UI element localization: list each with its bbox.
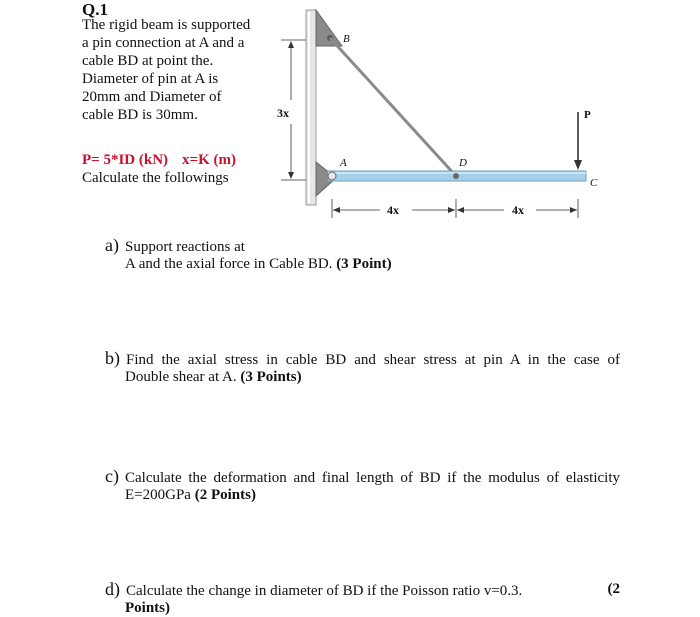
part-b-line2: Double shear at A. (125, 369, 237, 385)
intro-line: a pin connection at A and a (82, 35, 245, 51)
part-b-points: (3 Points) (240, 369, 302, 385)
part-a-letter: a) (105, 235, 119, 255)
dim-arrow (333, 207, 340, 213)
part-b (105, 350, 620, 386)
question-number: Q.1 (82, 0, 108, 19)
dim-arrow (570, 207, 577, 213)
part-d-letter: d) (105, 579, 120, 599)
part-a-points: (3 Point) (336, 256, 392, 272)
x-definition: x=K (m) (182, 152, 236, 168)
part-c-points: (2 Points) (194, 487, 256, 503)
dim-right-label: 4x (512, 203, 524, 217)
dim-height-label: 3x (277, 106, 289, 120)
dim-left-label: 4x (387, 203, 399, 217)
part-c-letter: c) (105, 466, 119, 486)
intro-line: Diameter of pin at A is (82, 71, 219, 87)
intro-line: cable BD is 30mm. (82, 107, 198, 123)
part-b-line1: Find the axial stress in cable BD and shear stress at pin A in the case of (126, 352, 620, 368)
wall (306, 10, 316, 205)
label-a: A (340, 157, 347, 169)
dim-arrow (448, 207, 455, 213)
load-arrowhead (574, 160, 582, 170)
part-d-points-end: Points) (125, 600, 170, 616)
part-c (105, 468, 620, 504)
pin-a (328, 172, 336, 180)
dim-arrow (288, 41, 294, 48)
label-c: C (590, 177, 598, 189)
problem-statement (82, 16, 272, 124)
parameter-definitions (82, 151, 236, 169)
part-a-line1: Support reactions at (124, 239, 245, 255)
part-a (105, 237, 625, 273)
dim-arrow (457, 207, 464, 213)
part-d-line1: Calculate the change in diameter of BD if the Poisson ratio v=0.3. (126, 583, 523, 599)
intro-line: The rigid beam is supported (82, 17, 251, 33)
pin-d (453, 173, 459, 179)
part-c-line2: E=200GPa (125, 487, 191, 503)
part-d-points-start: (2 (607, 581, 620, 597)
given-parameters (82, 151, 236, 187)
label-p: P (584, 109, 591, 121)
label-d: D (459, 157, 467, 169)
beam-figure (270, 0, 610, 225)
part-b-letter: b) (105, 348, 120, 368)
intro-line: 20mm and Diameter of (82, 89, 222, 105)
p-definition: P= 5*ID (kN) (82, 152, 169, 168)
intro-line: cable BD at point the. (82, 53, 214, 69)
instruction-text: Calculate the followings (82, 170, 229, 186)
label-b: B (343, 33, 350, 45)
part-c-line1: Calculate the deformation and final length of BD if the modulus of elasticity (124, 470, 620, 486)
cable-bd (330, 38, 456, 176)
dim-arrow (288, 172, 294, 179)
part-a-line2: A and the axial force in Cable BD. (125, 256, 333, 272)
part-d (105, 581, 620, 617)
